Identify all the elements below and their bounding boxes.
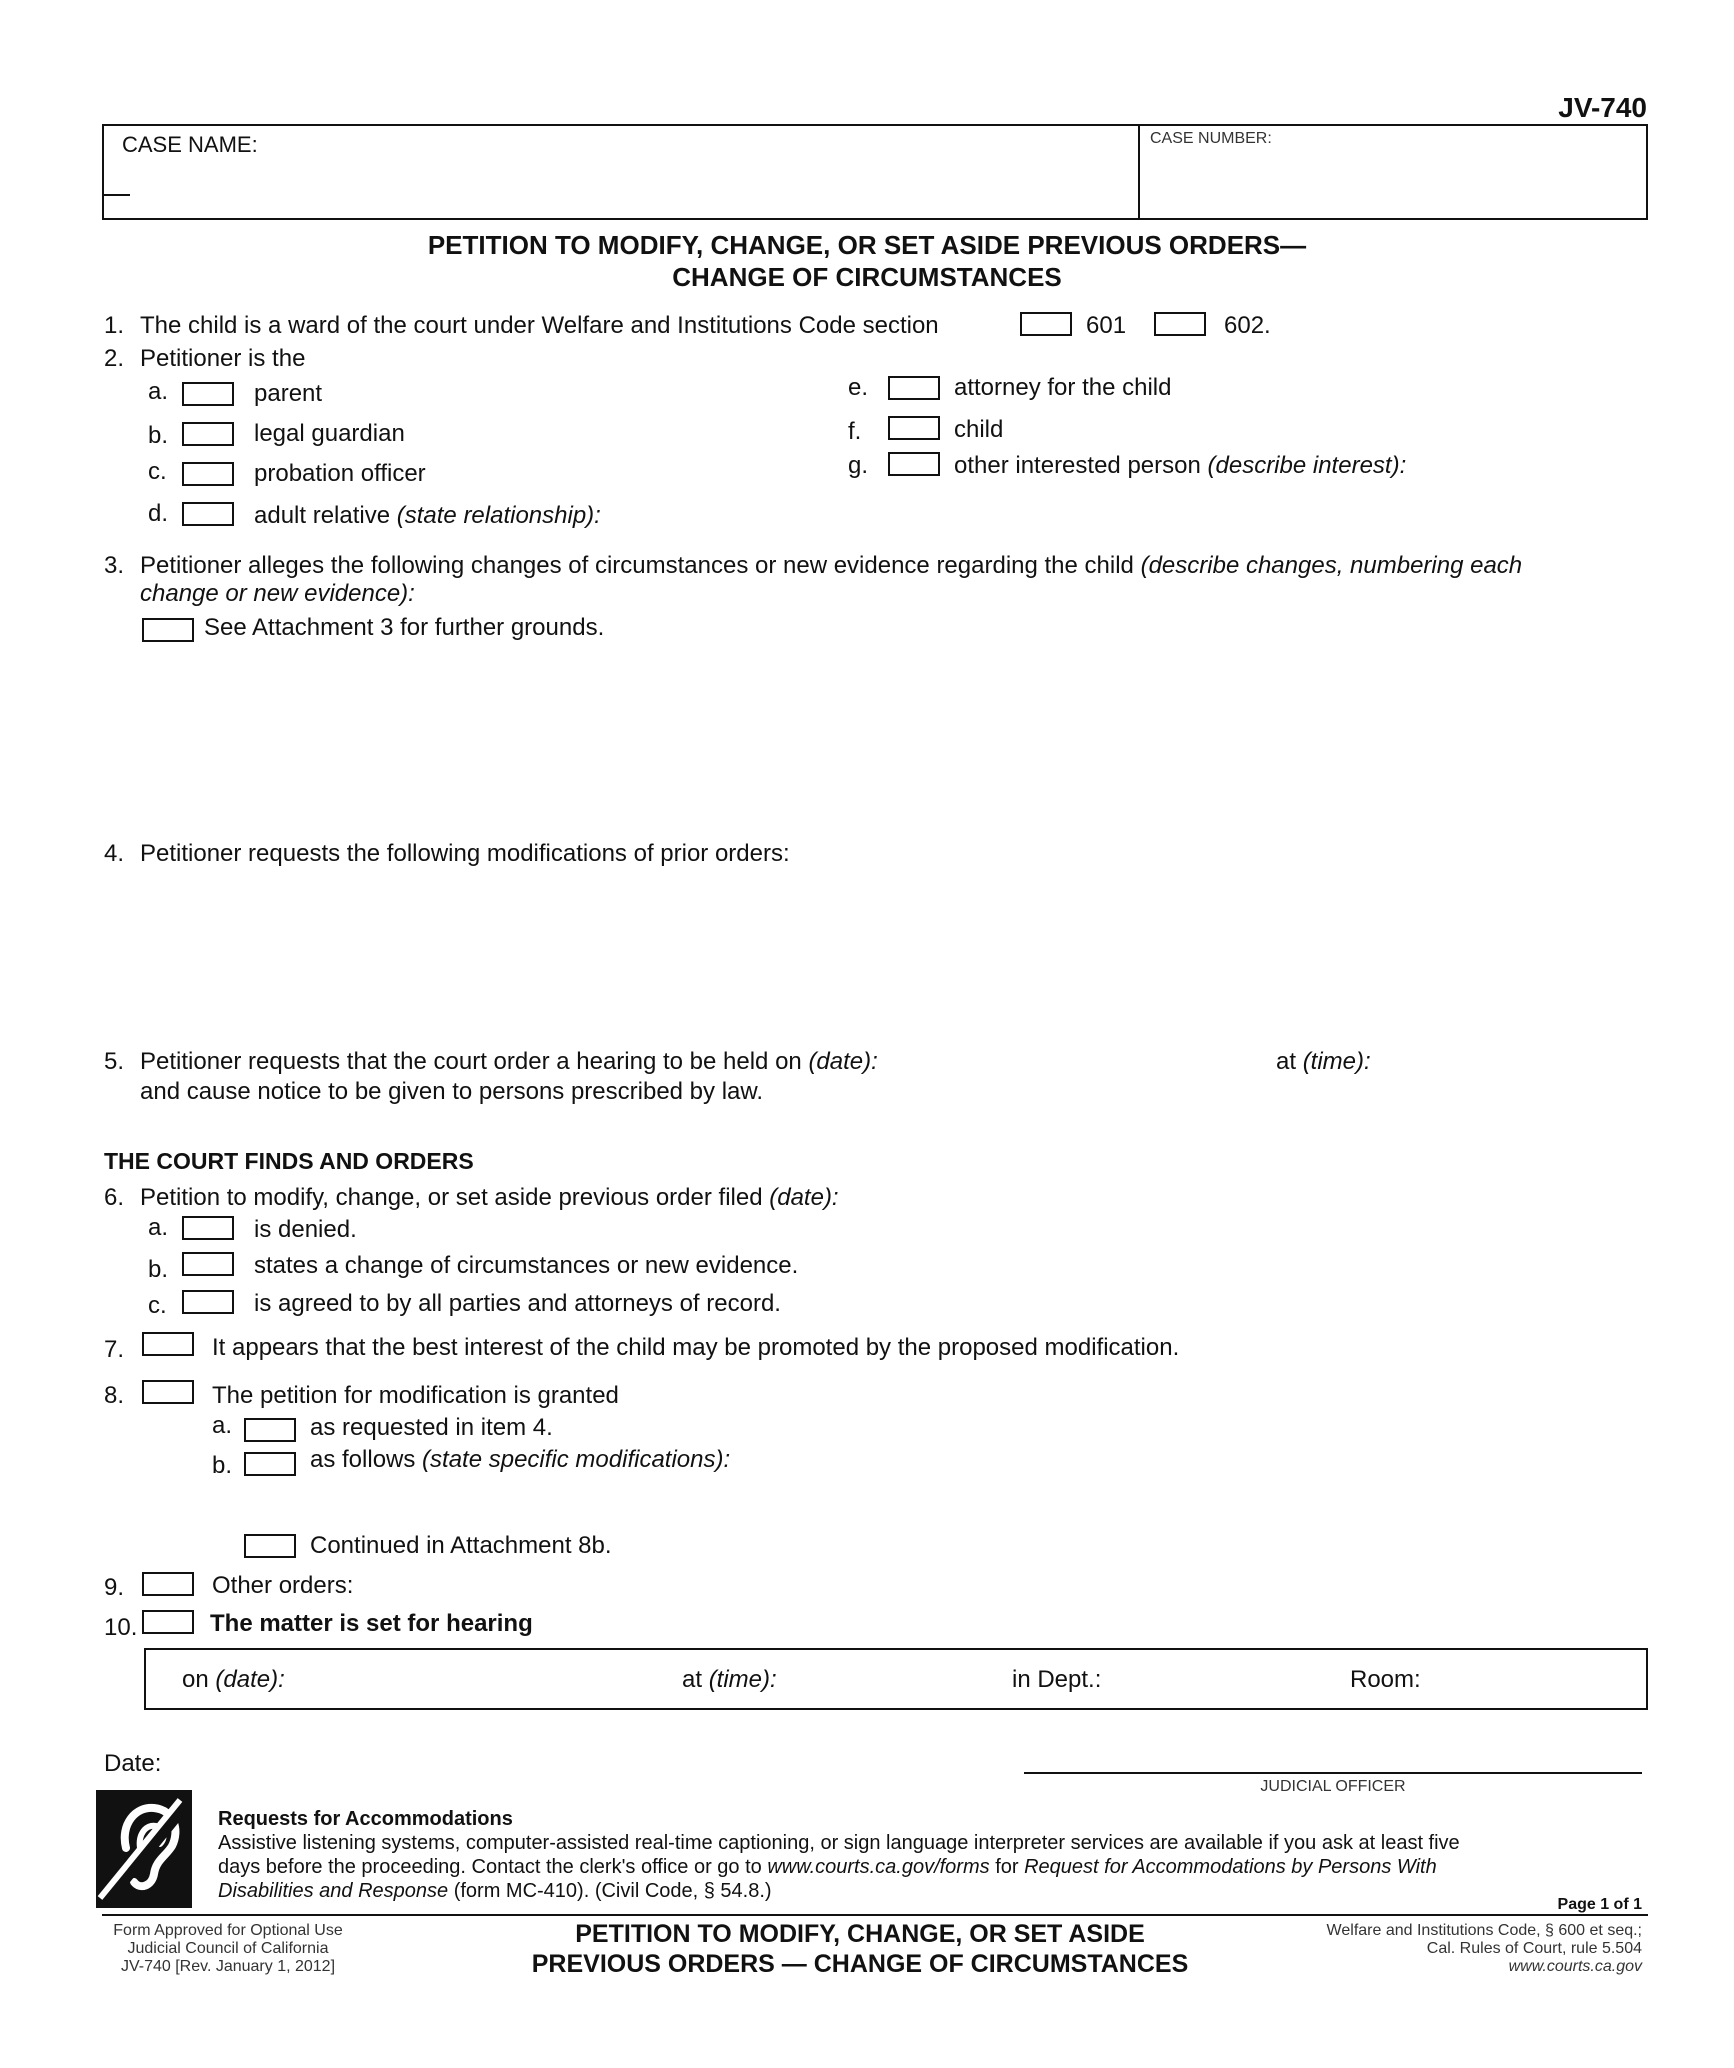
option-602-label: 602. bbox=[1224, 312, 1271, 339]
checkbox-attachment-8b[interactable] bbox=[244, 1534, 296, 1558]
checkbox-legal-guardian[interactable] bbox=[182, 422, 234, 446]
item2-letter-f: f. bbox=[848, 418, 862, 445]
judicial-officer-signature-field[interactable] bbox=[1024, 1734, 1642, 1770]
item2-text: Petitioner is the bbox=[140, 345, 306, 372]
form-id: JV-740 bbox=[1558, 92, 1647, 123]
item8b-field[interactable] bbox=[310, 1478, 1640, 1526]
item1-number: 1. bbox=[104, 312, 125, 339]
checkbox-agreed[interactable] bbox=[182, 1290, 234, 1314]
attachment-8b-label: Continued in Attachment 8b. bbox=[310, 1532, 612, 1559]
option-adult-relative-label bbox=[254, 502, 601, 530]
hearing-dept-field[interactable] bbox=[1114, 1660, 1334, 1698]
item5-time-label bbox=[1276, 1048, 1371, 1076]
checkbox-child[interactable] bbox=[888, 416, 940, 440]
other-person-note: (describe interest): bbox=[1207, 452, 1407, 479]
checkbox-item7[interactable] bbox=[142, 1332, 194, 1356]
judicial-officer-label: JUDICIAL OFFICER bbox=[1260, 1778, 1406, 1795]
item1-text: The child is a ward of the court under Welfare and Institutions Code section bbox=[140, 312, 939, 339]
item2-letter-a: a. bbox=[148, 378, 169, 405]
case-number-label: CASE NUMBER: bbox=[1150, 130, 1272, 147]
checkbox-change-of-circumstances[interactable] bbox=[182, 1252, 234, 1276]
item6-letter-c: c. bbox=[148, 1292, 167, 1319]
hearing-assistance-icon bbox=[96, 1790, 192, 1908]
footer-left-3: JV-740 [Rev. January 1, 2012] bbox=[120, 1958, 336, 1975]
option-denied-label: is denied. bbox=[254, 1216, 357, 1243]
hearing-room-field[interactable] bbox=[1430, 1660, 1640, 1698]
accommodations-line1: Assistive listening systems, computer-assisted real-time captioning, or sign language interpreter services are available if you ask at least five bbox=[218, 1832, 1460, 1854]
other-orders-field[interactable] bbox=[370, 1568, 1640, 1598]
footer-right-1: Welfare and Institutions Code, § 600 et seq.; bbox=[1326, 1922, 1642, 1939]
option-attorney-label: attorney for the child bbox=[954, 374, 1172, 401]
checkbox-attorney-for-child[interactable] bbox=[888, 376, 940, 400]
item3-note-line2: change or new evidence): bbox=[140, 580, 415, 607]
hearing-date-label bbox=[182, 1666, 285, 1694]
item6-date-note: (date): bbox=[769, 1184, 839, 1211]
caption-divider bbox=[1138, 124, 1140, 220]
accommodations-citation: (form MC-410). (Civil Code, § 54.8.) bbox=[453, 1880, 772, 1902]
item8a-label: as requested in item 4. bbox=[310, 1414, 553, 1441]
option-other-label bbox=[954, 452, 1406, 480]
item4-text: Petitioner requests the following modifications of prior orders: bbox=[140, 840, 790, 867]
item5-number: 5. bbox=[104, 1048, 125, 1075]
hearing-time-label bbox=[682, 1666, 777, 1694]
item6-number: 6. bbox=[104, 1184, 125, 1211]
attachment-3-label: See Attachment 3 for further grounds. bbox=[204, 614, 605, 641]
hearing-time-note: (time): bbox=[708, 1666, 777, 1693]
item3-field[interactable] bbox=[140, 650, 1640, 830]
case-number-field[interactable] bbox=[1146, 154, 1642, 214]
option-agreed-label: is agreed to by all parties and attorneys of record. bbox=[254, 1290, 781, 1317]
form-title-line2: CHANGE OF CIRCUMSTANCES bbox=[672, 262, 1062, 292]
item4-field[interactable] bbox=[140, 874, 1640, 1034]
checkbox-as-requested[interactable] bbox=[244, 1418, 296, 1442]
accommodations-line3 bbox=[218, 1880, 772, 1903]
item8-text: The petition for modification is granted bbox=[212, 1382, 619, 1409]
hearing-room-label: Room: bbox=[1350, 1666, 1421, 1693]
item8b-label bbox=[310, 1446, 730, 1474]
item2-number: 2. bbox=[104, 345, 125, 372]
hearing-at: at bbox=[682, 1666, 703, 1693]
case-name-field[interactable] bbox=[110, 160, 1130, 212]
option-parent-label: parent bbox=[254, 380, 323, 407]
hearing-date-field[interactable] bbox=[936, 1044, 1266, 1074]
option-child-label: child bbox=[954, 416, 1004, 443]
signature-line bbox=[1024, 1772, 1642, 1774]
signature-date-field[interactable] bbox=[170, 1746, 670, 1776]
accommodations-url[interactable]: www.courts.ca.gov/forms bbox=[767, 1856, 990, 1878]
accommodations-line2-text: days before the proceeding. Contact the clerk's office or go to bbox=[218, 1856, 762, 1878]
checkbox-602[interactable] bbox=[1154, 312, 1206, 336]
item2-letter-c: c. bbox=[148, 458, 167, 485]
footer-right-3[interactable]: www.courts.ca.gov bbox=[1508, 1958, 1642, 1975]
form-title-line1: PETITION TO MODIFY, CHANGE, OR SET ASIDE PREVIOUS ORDERS— bbox=[427, 230, 1307, 260]
item5-line2: and cause notice to be given to persons prescribed by law. bbox=[140, 1078, 764, 1105]
hearing-dept-label: in Dept.: bbox=[1012, 1666, 1102, 1693]
item3-number: 3. bbox=[104, 552, 125, 579]
hearing-on: on bbox=[182, 1666, 209, 1693]
item6-main-text: Petition to modify, change, or set aside previous order filed bbox=[140, 1184, 763, 1211]
footer-title-1: PETITION TO MODIFY, CHANGE, OR SET ASIDE bbox=[575, 1920, 1145, 1948]
court-findings-heading: THE COURT FINDS AND ORDERS bbox=[104, 1148, 474, 1174]
checkbox-parent[interactable] bbox=[182, 382, 234, 406]
item9-text: Other orders: bbox=[212, 1572, 354, 1599]
item5-text bbox=[140, 1048, 878, 1076]
item6-date-field[interactable] bbox=[896, 1180, 1196, 1210]
item2-letter-d: d. bbox=[148, 500, 169, 527]
item2-letter-e: e. bbox=[848, 374, 869, 401]
page-number: Page 1 of 1 bbox=[1557, 1896, 1642, 1913]
adult-relative-note: (state relationship): bbox=[396, 502, 601, 529]
adult-relative-field[interactable] bbox=[630, 500, 830, 528]
item5-main-text: Petitioner requests that the court order a hearing to be held on bbox=[140, 1048, 802, 1075]
checkbox-other-orders[interactable] bbox=[142, 1572, 194, 1596]
checkbox-item8[interactable] bbox=[142, 1380, 194, 1404]
item7-number: 7. bbox=[104, 1336, 125, 1363]
checkbox-other-interested-person[interactable] bbox=[888, 452, 940, 476]
option-probation-officer-label: probation officer bbox=[254, 460, 426, 487]
hearing-date-note: (date): bbox=[215, 1666, 285, 1693]
item10-text: The matter is set for hearing bbox=[210, 1610, 533, 1637]
checkbox-601[interactable] bbox=[1020, 312, 1072, 336]
item4-number: 4. bbox=[104, 840, 125, 867]
footer-left-2: Judicial Council of California bbox=[127, 1940, 329, 1957]
item6-letter-a: a. bbox=[148, 1214, 169, 1241]
footer-left-1: Form Approved for Optional Use bbox=[113, 1922, 343, 1939]
ear-icon bbox=[96, 1790, 192, 1908]
checkbox-denied[interactable] bbox=[182, 1216, 234, 1240]
option-601-label: 601 bbox=[1086, 312, 1127, 339]
accommodations-line2 bbox=[218, 1856, 1437, 1879]
checkbox-adult-relative[interactable] bbox=[182, 502, 234, 526]
item2-letter-b: b. bbox=[148, 422, 169, 449]
adult-relative-text: adult relative bbox=[254, 502, 391, 529]
other-person-text: other interested person bbox=[954, 452, 1201, 479]
accommodations-for: for bbox=[995, 1856, 1019, 1878]
item5-time-note: (time): bbox=[1302, 1048, 1371, 1075]
set-hearing-time-field[interactable] bbox=[790, 1660, 1000, 1698]
option-legal-guardian-label: legal guardian bbox=[254, 420, 405, 447]
checkbox-probation-officer[interactable] bbox=[182, 462, 234, 486]
item7-text: It appears that the best interest of the child may be promoted by the proposed modification. bbox=[212, 1334, 1180, 1361]
item5-at: at bbox=[1276, 1048, 1297, 1075]
item8b-note: (state specific modifications): bbox=[422, 1446, 731, 1473]
footer-title-2: PREVIOUS ORDERS — CHANGE OF CIRCUMSTANCES bbox=[531, 1950, 1189, 1978]
footer-rule bbox=[102, 1914, 1648, 1916]
item3-main-text: Petitioner alleges the following changes of circumstances or new evidence regarding the child bbox=[140, 552, 1134, 579]
checkbox-as-follows[interactable] bbox=[244, 1452, 296, 1476]
hearing-time-field[interactable] bbox=[1384, 1044, 1634, 1074]
item9-number: 9. bbox=[104, 1574, 125, 1601]
case-name-tick bbox=[104, 194, 130, 196]
item8-number: 8. bbox=[104, 1382, 125, 1409]
footer-right-2: Cal. Rules of Court, rule 5.504 bbox=[1426, 1940, 1642, 1957]
item3-text bbox=[140, 552, 1522, 580]
accommodations-form-title-2: Disabilities and Response bbox=[218, 1880, 449, 1902]
checkbox-set-for-hearing[interactable] bbox=[142, 1610, 194, 1634]
item6-letter-b: b. bbox=[148, 1256, 169, 1283]
item3-note: (describe changes, numbering each bbox=[1140, 552, 1523, 579]
option-change-label: states a change of circumstances or new evidence. bbox=[254, 1252, 799, 1279]
item5-date-note: (date): bbox=[808, 1048, 878, 1075]
item8-letter-a: a. bbox=[212, 1412, 233, 1439]
accommodations-form-title: Request for Accommodations by Persons With bbox=[1024, 1856, 1437, 1878]
item8-letter-b: b. bbox=[212, 1452, 233, 1479]
accommodations-heading: Requests for Accommodations bbox=[218, 1808, 513, 1830]
item6-text bbox=[140, 1184, 839, 1212]
item10-number: 10. bbox=[104, 1614, 138, 1641]
item8b-text: as follows bbox=[310, 1446, 416, 1473]
date-label: Date: bbox=[104, 1750, 162, 1777]
case-name-label: CASE NAME: bbox=[122, 132, 258, 157]
checkbox-attachment-3[interactable] bbox=[142, 618, 194, 642]
item2-letter-g: g. bbox=[848, 452, 869, 479]
set-hearing-date-field[interactable] bbox=[300, 1660, 670, 1698]
